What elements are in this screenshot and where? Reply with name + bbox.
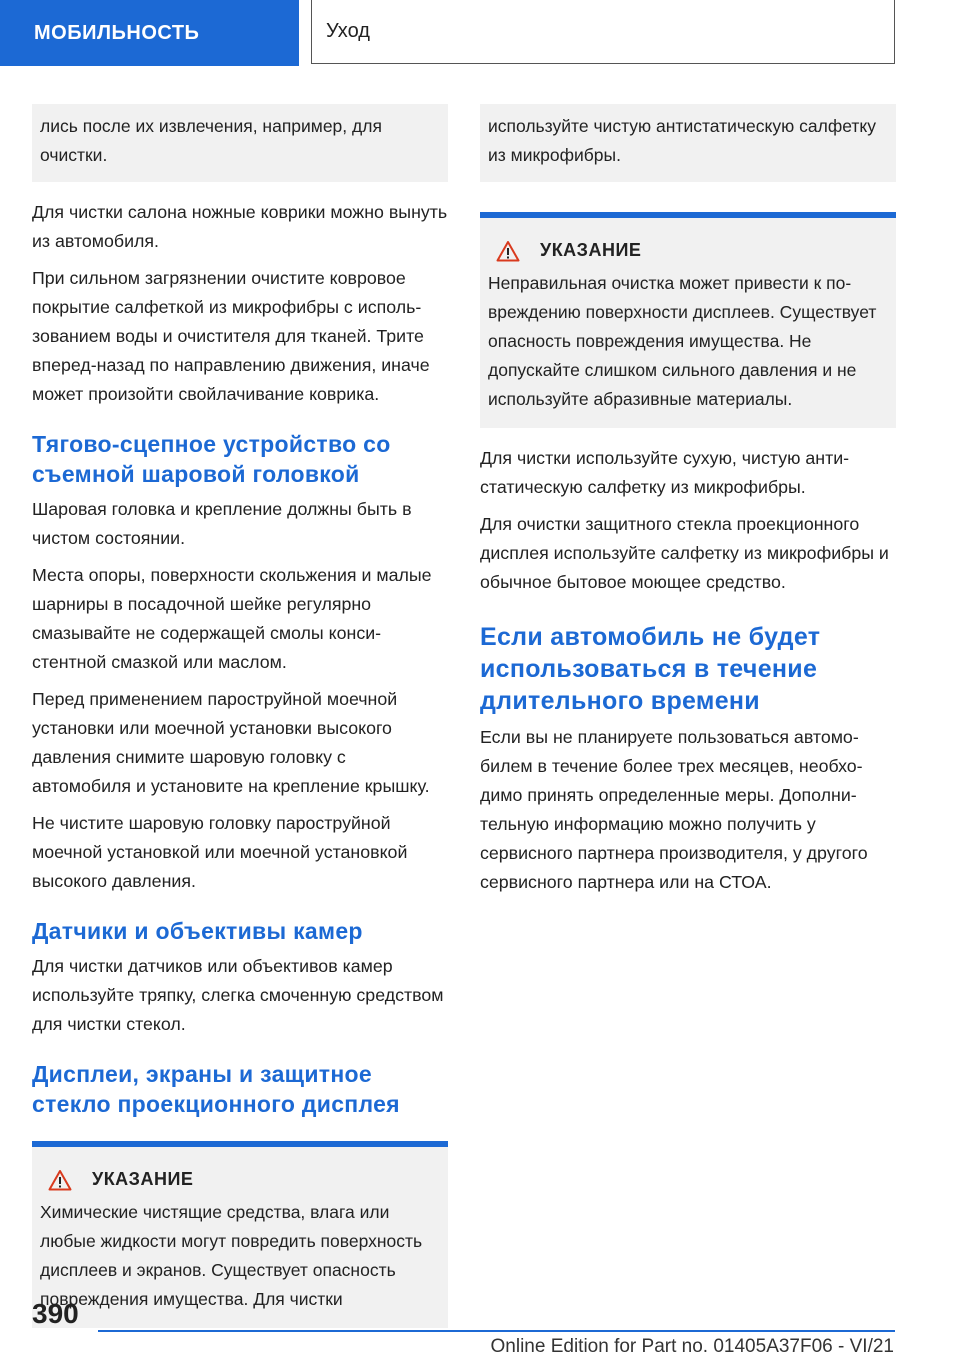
continued-box (32, 104, 448, 182)
right-column (480, 104, 896, 897)
warning-box (480, 212, 896, 428)
section-tab[interactable] (0, 0, 299, 66)
page-number: 390 (32, 1298, 79, 1329)
warning-box (32, 1141, 448, 1328)
paragraph: Шаровая головка и крепление должны быть в чистом состоянии. (32, 499, 412, 548)
warning-icon (496, 240, 520, 262)
warning-title: УКАЗАНИЕ (540, 240, 642, 260)
paragraph: Перед применением пароструйной моечной установки или моечной установки высокого давления снимите шаровую головку с автомобиля и установите на крепление крышку. (32, 689, 430, 796)
continued-box-text: используйте чистую антистатическую салфетку из микрофибры. (488, 116, 876, 165)
warning-title-row (48, 1165, 438, 1194)
warning-title-row (496, 236, 886, 265)
warning-title: УКАЗАНИЕ (92, 1169, 194, 1189)
paragraph: Если вы не планируете пользоваться автомобилем в течение более трех месяцев, необходимо принять определенные меры. Дополнительную информацию можно получить у сервисного партнера производителя, у другого сервисного партнера или на СТОА. (480, 727, 868, 892)
section-title: МОБИЛЬНОСТЬ (34, 21, 200, 44)
warning-text: Химические чистящие средства, влага или любые жидкости могут повредить поверхность дисплеев и экранов. Существует опасность повреждения имущества. Для чистки (40, 1202, 423, 1309)
paragraph: Места опоры, поверхности скольжения и малые шарниры в посадочной шейке регулярно смазывайте не содержащей смолы консистентной смазкой или маслом. (32, 565, 432, 672)
paragraph: Для чистки используйте сухую, чистую антистатическую салфетку из микрофибры. (480, 448, 850, 497)
continued-box (480, 104, 896, 182)
paragraph: Для очистки защитного стекла проекционного дисплея используйте салфетку из микрофибры и обычное бытовое моющее средство. (480, 514, 889, 592)
paragraph: Для чистки салона ножные коврики можно вынуть из автомобиля. (32, 202, 448, 251)
heading-storage: Если автомобиль не будет использоваться в течение длительного времени (480, 623, 821, 715)
paragraph: Не чистите шаровую головку пароструйной моечной установкой или моечной установкой высокого давления. (32, 813, 408, 891)
edition-info: Online Edition for Part no. 01405A37F06 - VI/21 (490, 1336, 894, 1357)
heading-displays: Дисплеи, экраны и защитное стекло проекционного дисплея (32, 1061, 400, 1117)
paragraph: Для чистки датчиков или объективов камер используйте тряпку, слегка смоченную средством для чистки стекол. (32, 956, 444, 1034)
chapter-header (311, 0, 895, 64)
footer-divider (98, 1330, 895, 1332)
paragraph: При сильном загрязнении очистите ковровое покрытие салфеткой из микрофибры с использованием воды и очистителя для тканей. Трите вперед-назад по направлению движения, иначе может произойти свойлачивание коврика. (32, 268, 430, 404)
warning-icon (48, 1169, 72, 1191)
heading-sensors: Датчики и объективы камер (32, 918, 363, 944)
left-column (32, 104, 448, 1328)
heading-towbar: Тягово-сцепное устройство со съемной шаровой головкой (32, 431, 391, 487)
chapter-title: Уход (326, 20, 370, 42)
warning-text: Неправильная очистка может привести к повреждению поверхности дисплеев. Существует опасность повреждения имущества. Не допускайте слишком сильного давления и не используйте абразивные материалы. (488, 273, 877, 409)
continued-box-text: лись после их извлечения, например, для очистки. (40, 116, 382, 165)
